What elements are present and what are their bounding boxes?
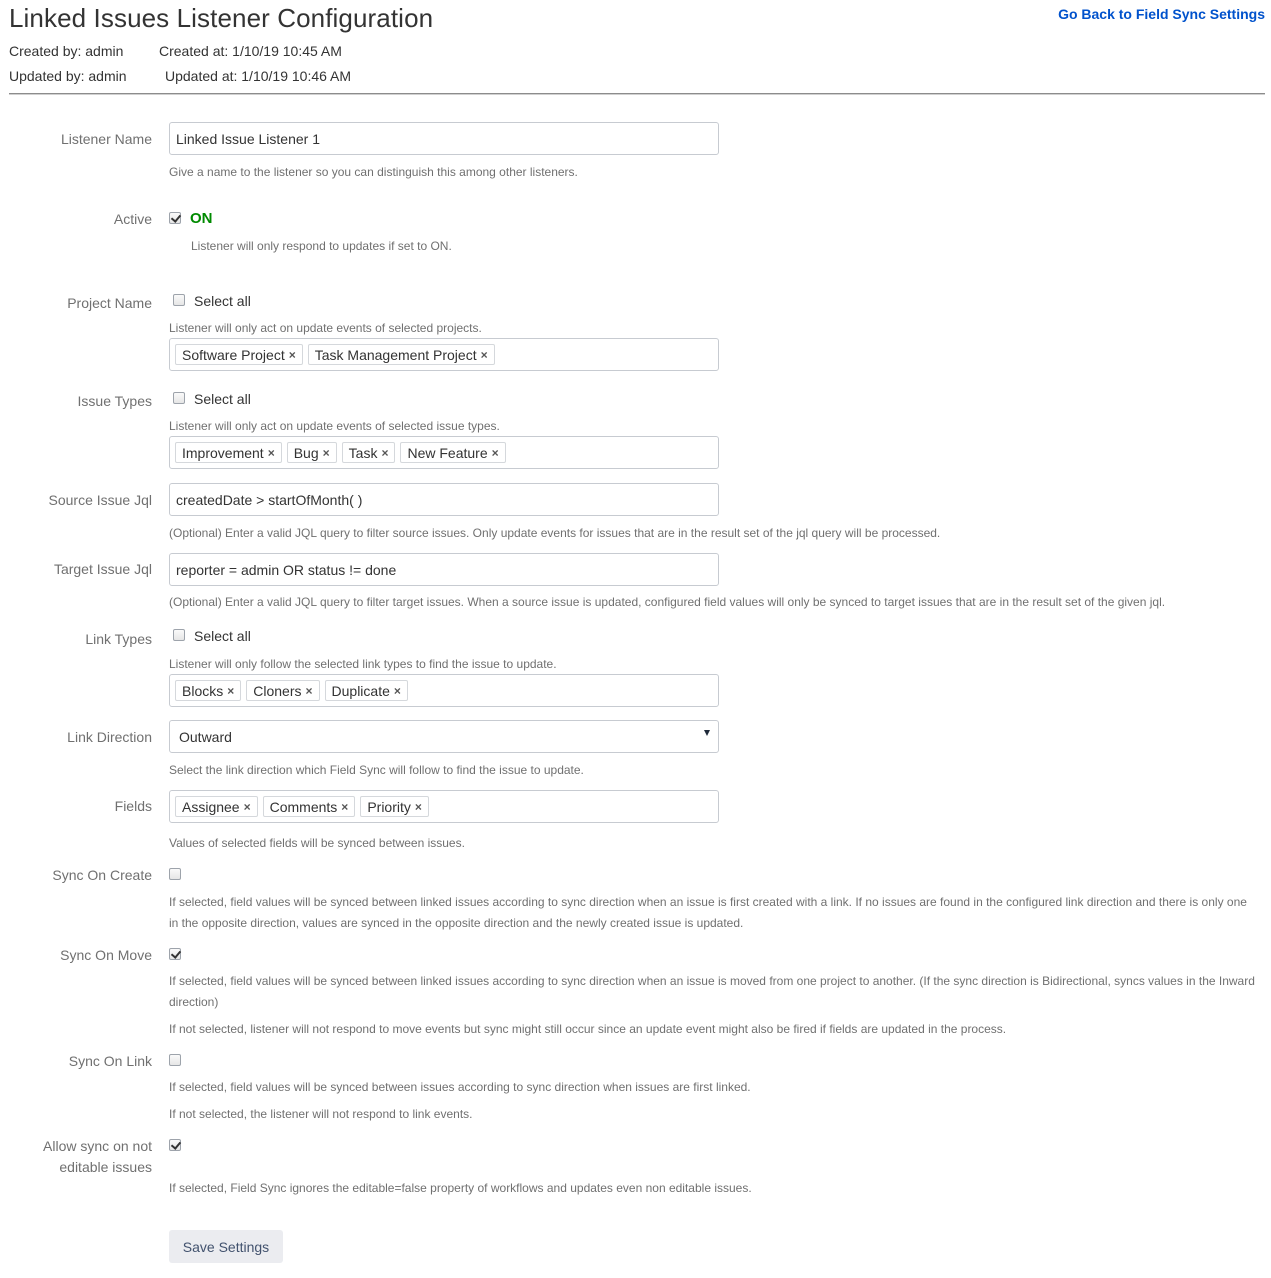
project-multiselect[interactable] (169, 338, 719, 371)
target-jql-input[interactable] (169, 553, 719, 586)
link-direction-value: Outward (179, 729, 232, 745)
chip-link-type: Blocks × (175, 680, 241, 701)
chip-issue-type: Task × (342, 442, 396, 463)
created-at: Created at: 1/10/19 10:45 AM (159, 43, 342, 59)
remove-icon[interactable]: × (414, 799, 422, 814)
remove-icon[interactable]: × (288, 347, 296, 362)
sync-on-move-label: Sync On Move (60, 947, 152, 963)
issue-types-select-all-checkbox[interactable] (173, 392, 185, 404)
chip-issue-type: Improvement × (175, 442, 282, 463)
sync-on-create-checkbox[interactable] (169, 868, 181, 880)
project-select-all-label: Select all (194, 293, 251, 309)
chip-project: Task Management Project × (308, 344, 495, 365)
updated-at: Updated at: 1/10/19 10:46 AM (165, 68, 352, 84)
listener-name-input[interactable] (169, 122, 719, 155)
remove-icon[interactable]: × (491, 445, 499, 460)
link-types-select-all-label: Select all (194, 628, 251, 644)
project-name-help: Listener will only act on update events of selected projects. (169, 321, 482, 335)
target-jql-help: (Optional) Enter a valid JQL query to filter target issues. When a source issue is updated, configured field values will only be synced to target issues that are in the result set of the given jql. (169, 595, 1166, 609)
link-types-help: Listener will only follow the selected link types to find the issue to update. (169, 657, 557, 671)
allow-not-editable-help: If selected, Field Sync ignores the editable=false property of workflows and updates even non editable issues. (169, 1181, 752, 1195)
chip-issue-type: Bug × (287, 442, 337, 463)
save-settings-button[interactable]: Save Settings (169, 1230, 283, 1263)
link-direction-label: Link Direction (67, 729, 152, 745)
project-name-label: Project Name (67, 295, 152, 311)
active-help: Listener will only respond to updates if set to ON. (191, 239, 452, 253)
chip-link-type: Cloners × (246, 680, 319, 701)
listener-name-help: Give a name to the listener so you can distinguish this among other listeners. (169, 165, 578, 179)
target-jql-label: Target Issue Jql (53, 561, 152, 577)
remove-icon[interactable]: × (322, 445, 330, 460)
remove-icon[interactable]: × (480, 347, 488, 362)
back-to-field-sync-link[interactable]: Go Back to Field Sync Settings (1058, 6, 1265, 22)
chip-field: Comments × (263, 796, 356, 817)
updated-info (9, 68, 352, 84)
allow-not-editable-label-line1: Allow sync on not (43, 1138, 152, 1154)
active-state-text: ON (190, 210, 213, 227)
active-label: Active (113, 211, 152, 227)
source-jql-help: (Optional) Enter a valid JQL query to filter source issues. Only update events for issues that are in the result set of the jql query will be processed. (169, 526, 941, 540)
issue-types-multiselect[interactable] (169, 436, 719, 469)
issue-types-select-all-label: Select all (194, 391, 251, 407)
remove-icon[interactable]: × (341, 799, 349, 814)
header-divider (9, 93, 1265, 95)
sync-on-move-checkbox[interactable] (169, 948, 181, 960)
allow-not-editable-checkbox[interactable] (169, 1139, 181, 1151)
remove-icon[interactable]: × (393, 683, 401, 698)
fields-label: Fields (114, 798, 152, 814)
issue-types-label: Issue Types (77, 393, 152, 409)
link-direction-select[interactable] (169, 720, 719, 753)
issue-types-help: Listener will only act on update events of selected issue types. (169, 419, 500, 433)
sync-on-move-help: If selected, field values will be synced between linked issues according to sync direction when an issue is moved from one project to another. (If the sync direction is Bidirectional, syncs values in the Inward direction) (169, 974, 1255, 1009)
sync-on-link-checkbox[interactable] (169, 1054, 181, 1066)
source-jql-input[interactable] (169, 483, 719, 516)
chip-field: Priority × (360, 796, 429, 817)
remove-icon[interactable]: × (381, 445, 389, 460)
link-types-label: Link Types (85, 631, 152, 647)
fields-help: Values of selected fields will be synced between issues. (169, 836, 465, 850)
sync-on-link-help-2: If not selected, the listener will not respond to link events. (169, 1107, 473, 1121)
chevron-down-icon (704, 730, 710, 736)
chip-project: Software Project × (175, 344, 303, 365)
remove-icon[interactable]: × (227, 683, 235, 698)
page-title: Linked Issues Listener Configuration (9, 3, 434, 33)
project-select-all-checkbox[interactable] (173, 294, 185, 306)
chip-issue-type: New Feature × (400, 442, 505, 463)
active-checkbox[interactable] (169, 212, 181, 224)
sync-on-create-help: If selected, field values will be synced between linked issues according to sync direction when an issue is first created with a link. If no issues are found in the configured link direction and there is only one in the opposite direction, values are synced in the opposite direction and the newly created issue is updated. (169, 895, 1247, 930)
link-direction-help: Select the link direction which Field Sync will follow to find the issue to update. (169, 763, 584, 777)
sync-on-link-help: If selected, field values will be synced between issues according to sync direction when issues are first linked. (169, 1080, 751, 1094)
remove-icon[interactable]: × (305, 683, 313, 698)
source-jql-label: Source Issue Jql (48, 492, 152, 508)
updated-by: Updated by: admin (9, 68, 127, 84)
allow-not-editable-label-line2: editable issues (59, 1159, 152, 1175)
link-types-select-all-checkbox[interactable] (173, 629, 185, 641)
remove-icon[interactable]: × (243, 799, 251, 814)
listener-name-label: Listener Name (60, 131, 152, 147)
link-types-multiselect[interactable] (169, 674, 719, 707)
chip-field: Assignee × (175, 796, 258, 817)
sync-on-move-help-2: If not selected, listener will not respond to move events but sync might still occur since an update event might also be fired if fields are updated in the process. (169, 1022, 1007, 1036)
fields-multiselect[interactable] (169, 790, 719, 823)
sync-on-link-label: Sync On Link (68, 1053, 152, 1069)
remove-icon[interactable]: × (267, 445, 275, 460)
chip-link-type: Duplicate × (325, 680, 408, 701)
sync-on-create-label: Sync On Create (52, 867, 152, 883)
created-by: Created by: admin (9, 43, 124, 59)
created-info (9, 43, 342, 59)
